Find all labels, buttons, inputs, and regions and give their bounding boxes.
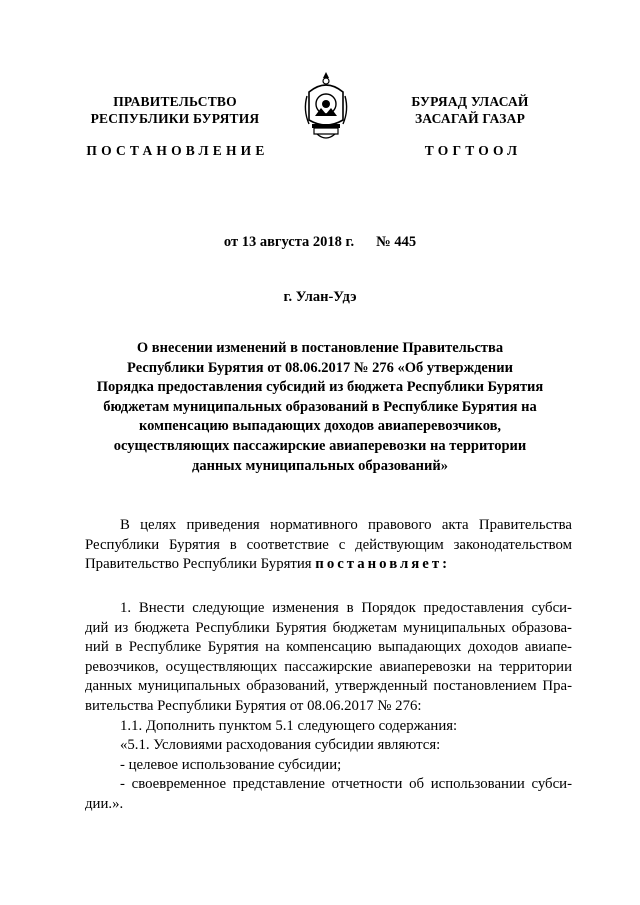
document-date-number <box>0 234 640 251</box>
sub-item-line: 1.1. Дополнить пунктом 5.1 следующего содержания: <box>120 717 458 734</box>
document-date: от 13 августа 2018 г. <box>223 234 355 250</box>
document-city: г. Улан-Удэ <box>283 289 357 305</box>
document-title <box>95 339 545 476</box>
body-text: Правительство Республики Бурятия <box>85 556 312 573</box>
government-name-line: ПРАВИТЕЛЬСТВО <box>113 94 237 109</box>
coat-of-arms-emblem <box>301 70 351 152</box>
body-line: дии.». <box>85 795 124 812</box>
title-line: бюджетам муниципальных образований в Республике Бурятия на <box>103 398 537 415</box>
preamble-paragraph <box>85 516 572 575</box>
resolution-verb: постановляет: <box>315 556 451 573</box>
item-1-paragraph <box>85 599 572 815</box>
government-name-line: ЗАСАГАЙ ГАЗАР <box>414 111 526 126</box>
body-line: В целях приведения нормативного правового акта Правительства <box>120 517 572 533</box>
document-type-buryat: ТОГТООЛ <box>424 143 522 158</box>
body-line: дий из бюджета Республики Бурятия бюджетам муниципальных образова- <box>85 619 572 636</box>
body-line: данных муниципальных образований, утвержденный постановлением Пра- <box>85 678 572 695</box>
body-line: 1. Внести следующие изменения в Порядок предоставления субси- <box>120 600 572 616</box>
body-line <box>85 555 572 575</box>
title-line: осуществляющих пассажирские авиаперевозки на территории <box>113 437 527 454</box>
body-line: ревозчиков, осуществляющих пассажирские авиаперевозки на территории <box>85 658 572 675</box>
government-name-russian <box>70 93 280 127</box>
government-name-line: БУРЯАД УЛАСАЙ <box>411 94 529 109</box>
title-line: Республики Бурятия от 08.06.2017 № 276 «Об утверждении <box>127 359 513 376</box>
condition-line: - целевое использование субсидии; <box>120 756 342 773</box>
government-name-buryat <box>375 93 565 127</box>
title-line: данных муниципальных образований» <box>192 457 448 474</box>
quoted-clause-line: «5.1. Условиями расходования субсидии являются: <box>120 737 441 754</box>
document-type-russian: ПОСТАНОВЛЕНИЕ <box>86 143 269 158</box>
title-line: Порядка предоставления субсидий из бюджета Республики Бурятия <box>96 379 544 396</box>
document-number: № 445 <box>376 234 417 250</box>
title-line: О внесении изменений в постановление Правительства <box>136 340 504 356</box>
coat-of-arms-icon <box>301 70 351 152</box>
government-name-line: РЕСПУБЛИКИ БУРЯТИЯ <box>90 111 260 126</box>
body-line: ний в Республике Бурятия на компенсацию выпадающих доходов авиапе- <box>85 639 572 656</box>
body-line: вительства Республики Бурятия от 08.06.2017 № 276: <box>85 697 422 714</box>
title-line: компенсацию выпадающих доходов авиаперевозчиков, <box>138 418 502 435</box>
body-line: Республики Бурятия в соответствие с действующим законодательством <box>85 536 572 553</box>
condition-line: - своевременное представление отчетности об использовании субси- <box>120 776 572 793</box>
